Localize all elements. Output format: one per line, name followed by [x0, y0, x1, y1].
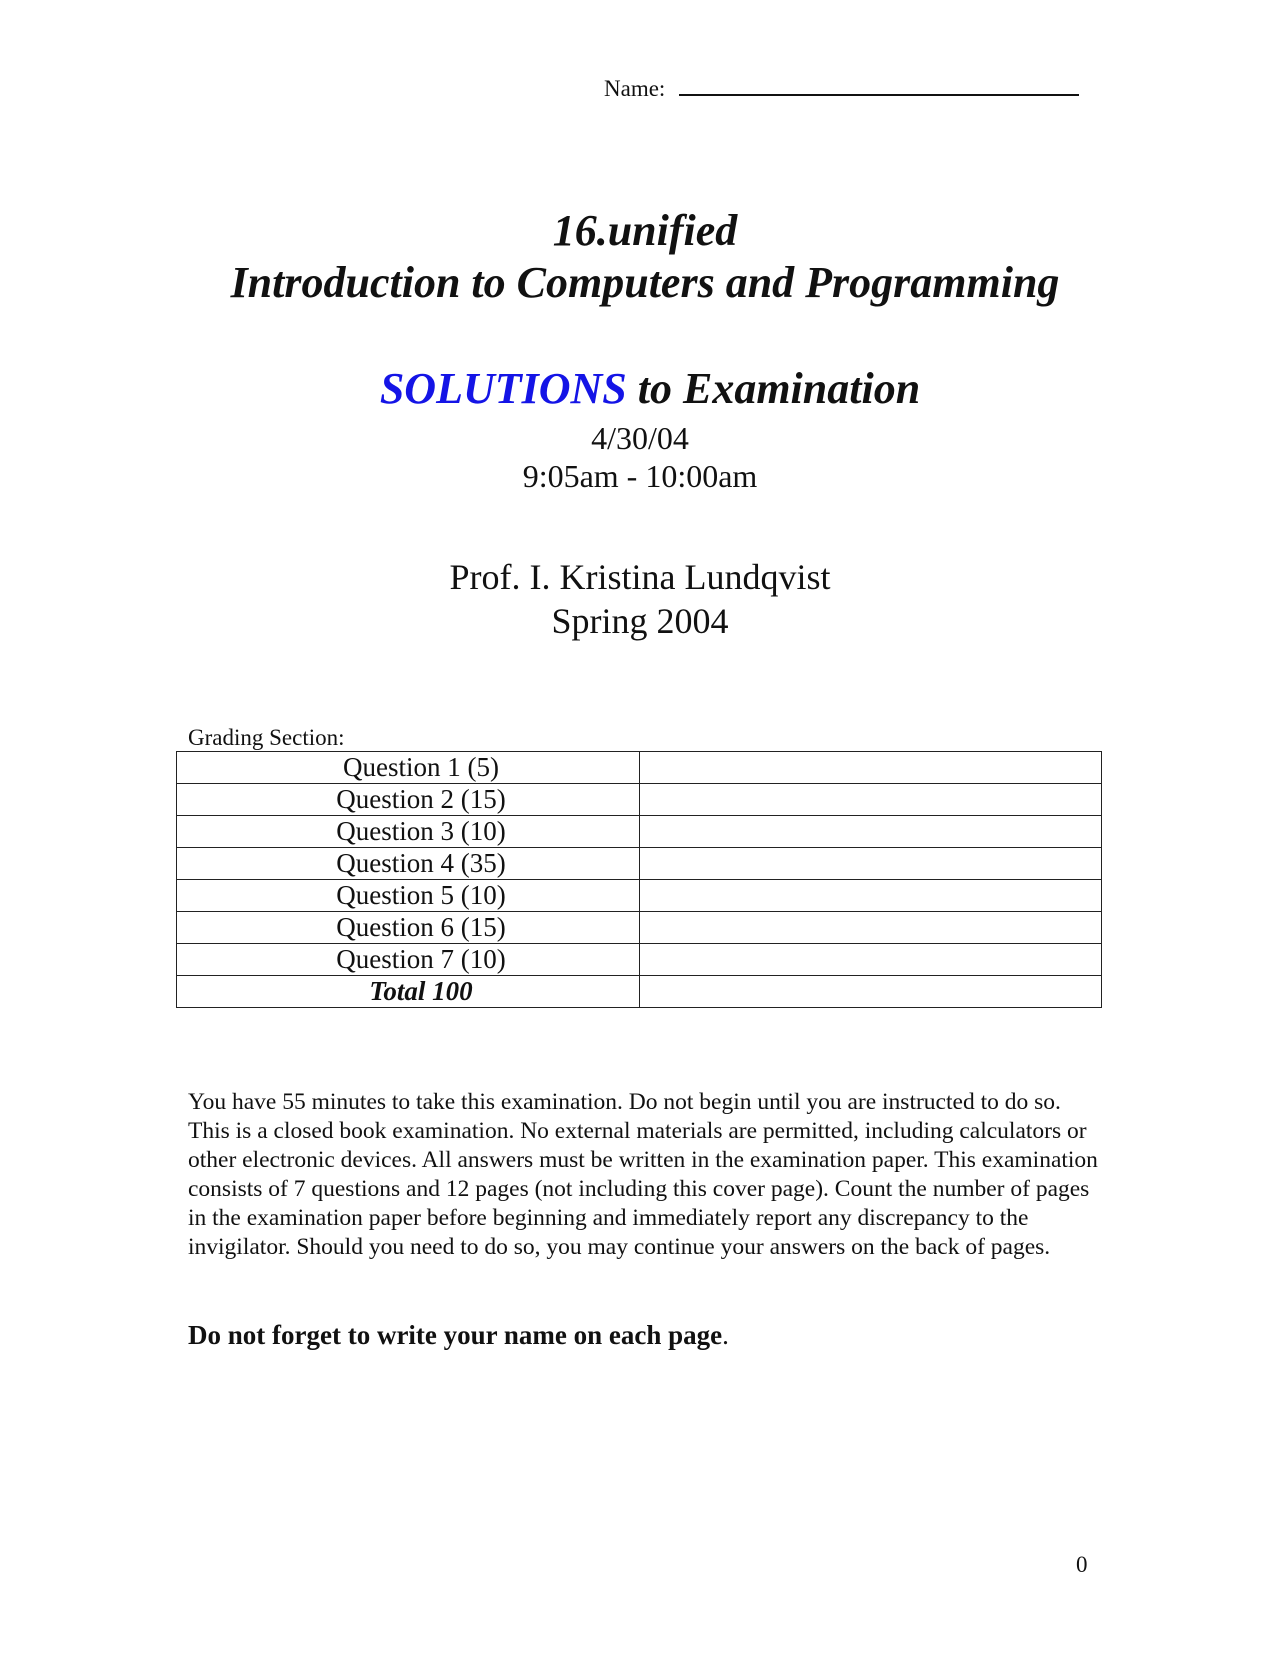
table-row — [177, 944, 1102, 976]
table-row — [177, 752, 1102, 784]
grading-section-label: Grading Section: — [188, 725, 345, 750]
exam-time: 9:05am - 10:00am — [522, 458, 758, 494]
score-cell[interactable] — [640, 944, 1102, 976]
exam-heading-rest: to Examination — [626, 364, 921, 413]
question-cell: Question 4 (35) — [177, 848, 640, 880]
exam-instructions: You have 55 minutes to take this examination. Do not begin until you are instructed to do so. This is a closed book examination. No external materials are permitted, including calculators or other electronic devices. All answers must be written in the examination paper. This examination consists of 7 questions and 12 pages (not including this cover page). Count the number of pages in the examination paper before beginning and immediately report any discrepancy to the invigilator. Should you need to do so, you may continue your answers on the back of pages. — [188, 1089, 1098, 1260]
question-cell: Question 6 (15) — [177, 912, 640, 944]
professor-name: Prof. I. Kristina Lundqvist — [449, 557, 831, 597]
course-number: 16.unified — [552, 206, 738, 255]
name-label: Name: — [604, 76, 666, 101]
total-row — [177, 976, 1102, 1008]
question-cell: Question 7 (10) — [177, 944, 640, 976]
reminder-bold-text: Do not forget to write your name on each page — [188, 1320, 723, 1350]
page-number: 0 — [1076, 1552, 1088, 1577]
table-row — [177, 848, 1102, 880]
instructor-block — [0, 555, 1280, 643]
name-field-row — [604, 74, 1079, 102]
table-row — [177, 784, 1102, 816]
exam-date-time — [0, 419, 1280, 495]
question-cell: Question 1 (5) — [177, 752, 640, 784]
question-cell: Question 3 (10) — [177, 816, 640, 848]
question-cell: Question 2 (15) — [177, 784, 640, 816]
table-row — [177, 880, 1102, 912]
question-cell: Question 5 (10) — [177, 880, 640, 912]
name-reminder — [188, 1320, 729, 1351]
name-blank-line[interactable] — [679, 74, 1079, 96]
score-cell[interactable] — [640, 752, 1102, 784]
score-cell[interactable] — [640, 784, 1102, 816]
reminder-period: . — [722, 1320, 729, 1350]
table-row — [177, 816, 1102, 848]
course-name: Introduction to Computers and Programming — [230, 258, 1060, 307]
table-row — [177, 912, 1102, 944]
grading-table — [176, 751, 1102, 1008]
total-label-cell: Total 100 — [177, 976, 640, 1008]
solutions-word: SOLUTIONS — [379, 364, 627, 413]
score-cell[interactable] — [640, 880, 1102, 912]
score-cell[interactable] — [640, 912, 1102, 944]
exam-heading — [10, 363, 1280, 414]
exam-date: 4/30/04 — [591, 420, 689, 456]
score-cell[interactable] — [640, 816, 1102, 848]
course-title-block — [0, 205, 1280, 309]
total-score-cell[interactable] — [640, 976, 1102, 1008]
score-cell[interactable] — [640, 848, 1102, 880]
term: Spring 2004 — [551, 601, 729, 641]
